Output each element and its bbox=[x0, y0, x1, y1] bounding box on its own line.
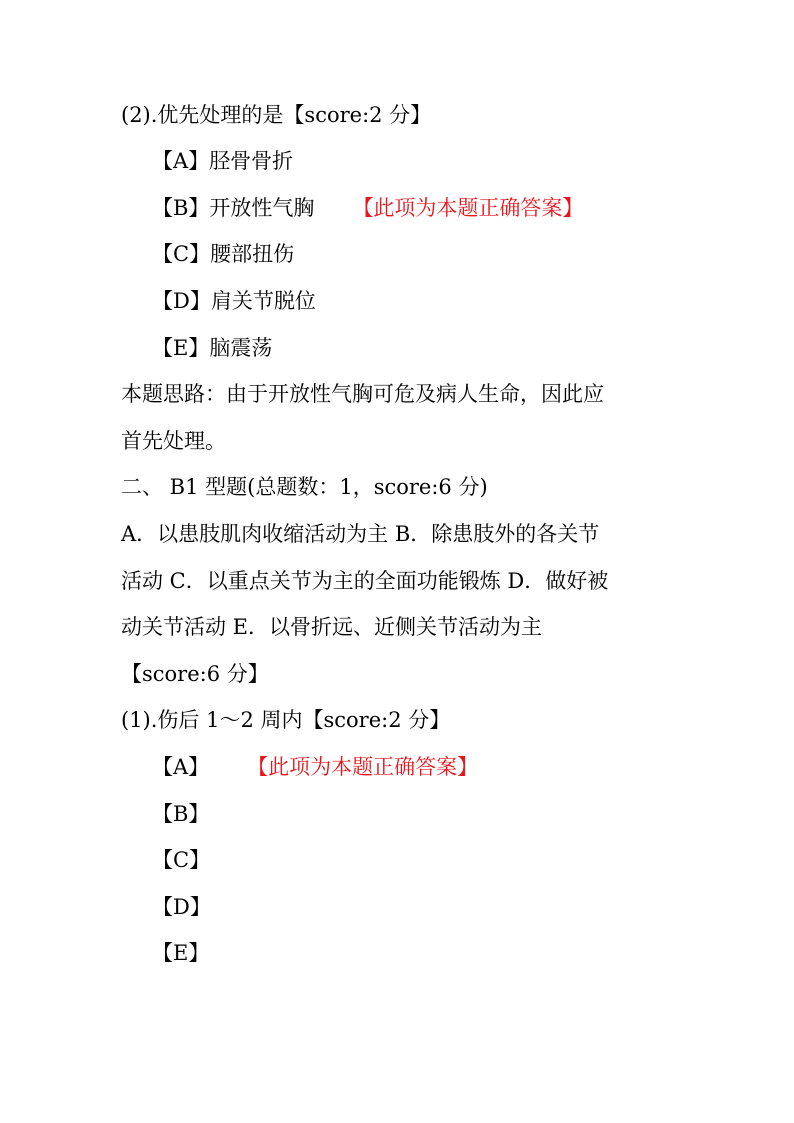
q2-option-c bbox=[152, 241, 294, 267]
q1-option-a-label: 【A】 bbox=[152, 755, 210, 779]
q2-option-d bbox=[152, 288, 316, 314]
q2-explanation-line-1: 本题思路：由于开放性气胸可危及病人生命，因此应 bbox=[121, 382, 604, 406]
shared-choices-line-3: 动关节活动 E．以骨折远、近侧关节活动为主 bbox=[121, 615, 543, 639]
q1-option-e-label: 【E】 bbox=[152, 941, 210, 965]
q1-option-d bbox=[152, 894, 211, 920]
q1-option-c-label: 【C】 bbox=[152, 848, 211, 872]
shared-choices-line-1: A．以患肢肌肉收缩活动为主 B．除患肢外的各关节 bbox=[121, 522, 600, 546]
q2-option-c-label: 【C】腰部扭伤 bbox=[152, 242, 295, 266]
q1-option-c bbox=[152, 847, 210, 873]
q1-option-b bbox=[152, 801, 209, 827]
question-1-title: (1).伤后 1～2 周内【score:2 分】 bbox=[121, 708, 451, 732]
q2-option-e-label: 【E】脑震荡 bbox=[152, 336, 273, 360]
q2-explanation-line-2: 首先处理。 bbox=[121, 429, 226, 453]
q1-option-b-label: 【B】 bbox=[152, 802, 210, 826]
q2-option-a bbox=[152, 148, 293, 174]
q1-option-e bbox=[152, 940, 209, 966]
q1-option-a bbox=[152, 754, 478, 780]
section-2-header: 二、 B1 型题(总题数：1，score:6 分) bbox=[121, 475, 488, 499]
q2-option-b bbox=[152, 195, 583, 221]
question-2-title: (2).优先处理的是【score:2 分】 bbox=[121, 103, 432, 127]
q2-option-e bbox=[152, 335, 272, 361]
q1-correct-answer-marker: 【此项为本题正确答案】 bbox=[247, 755, 479, 779]
q2-option-a-label: 【A】胫骨骨折 bbox=[152, 149, 294, 173]
q2-option-d-label: 【D】肩关节脱位 bbox=[152, 289, 316, 313]
section-2-score: 【score:6 分】 bbox=[121, 662, 269, 686]
q1-option-d-label: 【D】 bbox=[152, 895, 211, 919]
q2-option-b-label: 【B】开放性气胸 bbox=[152, 196, 315, 220]
q2-correct-answer-marker: 【此项为本题正确答案】 bbox=[352, 196, 584, 220]
shared-choices-line-2: 活动 C．以重点关节为主的全面功能锻炼 D．做好被 bbox=[121, 569, 609, 593]
